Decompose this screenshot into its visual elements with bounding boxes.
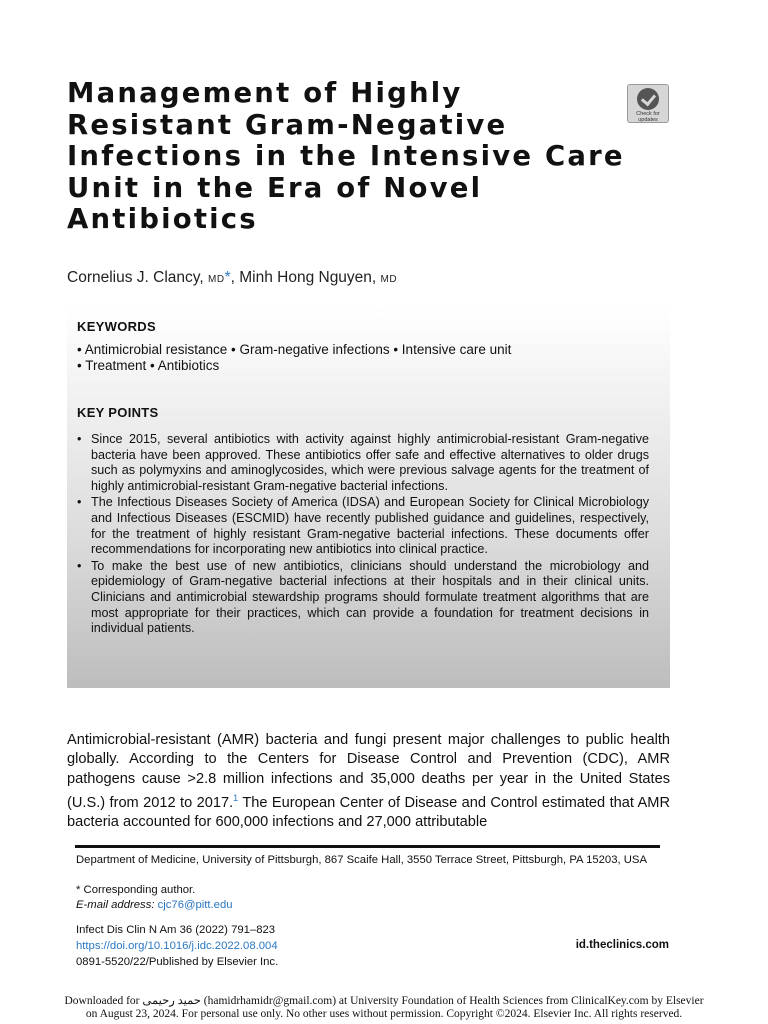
keywords-keypoints-box bbox=[67, 307, 670, 688]
keywords-heading: KEYWORDS bbox=[77, 319, 156, 334]
reference-link[interactable]: 1 bbox=[233, 792, 239, 803]
author-line bbox=[67, 269, 397, 287]
footnote-divider bbox=[75, 845, 660, 848]
journal-website[interactable]: id.theclinics.com bbox=[575, 939, 669, 951]
key-point-item: • The Infectious Diseases Society of America (IDSA) and European Society for Clinical Microbiology and Infectious Diseases (ESCMID) have recently published guidance and guidelines, respectively, for the treatment of highly resistant Gram-negative bacterial infections. These documents offer recommendations for incorporating new antibiotics into clinical practice. bbox=[77, 495, 649, 557]
badge-label: Check for updates bbox=[636, 111, 660, 123]
body-text: The European Center of Disease and Control estimated that AMR bacteria accounted for 600,000 infections and 27,000 attributable bbox=[67, 794, 670, 831]
doi-link[interactable]: https://doi.org/10.1016/j.idc.2022.08.004 bbox=[76, 940, 278, 952]
key-points-list bbox=[77, 432, 649, 638]
key-points-heading: KEY POINTS bbox=[77, 405, 159, 420]
email-line bbox=[76, 898, 233, 914]
check-updates-icon bbox=[637, 88, 659, 110]
issn-publisher: 0891-5520/22/Published by Elsevier Inc. bbox=[76, 956, 279, 968]
corresponding-author-mark[interactable]: * bbox=[224, 269, 231, 286]
key-point-item: • To make the best use of new antibiotics, clinicians should understand the microbiology and epidemiology of Gram-negative bacterial infections at their hospitals and in their clinical units. Clinicians and antimicrobial stewardship programs should formulate treatment algorithms that are most appropriate for their practices, which can provide a foundation for treatment decisions in individual patients. bbox=[77, 559, 649, 637]
download-notice-line: Downloaded for حمید رحیمی (hamidrhamidr@gmail.com) at University Foundation of Health Sciences from ClinicalKey.com by Elsevier bbox=[64, 995, 704, 1007]
body-paragraph bbox=[67, 731, 670, 832]
journal-citation: Infect Dis Clin N Am 36 (2022) 791–823 bbox=[76, 924, 276, 936]
body-text: Antimicrobial-resistant (AMR) bacteria and fungi present major challenges to public health globally. According to the Centers for Disease Control and Prevention (CDC), AMR pathogens cause >2.8 million infections and 35,000 deaths per year in the United States (U.S.) from 2012 to 2017. bbox=[67, 732, 670, 811]
key-point-item: • Since 2015, several antibiotics with activity against highly antimicrobial-resistant Gram-negative bacteria have been approved. These antibiotics offer safe and effective alternatives to older drugs such as polymyxins and aminoglycosides, which were previous salvage agents for the treatment of highly antimicrobial-resistant Gram-negative bacterial infections. bbox=[77, 432, 649, 494]
check-for-updates-badge[interactable] bbox=[627, 84, 669, 123]
author-degree: MD bbox=[380, 274, 398, 285]
email-label: E-mail address: bbox=[76, 899, 155, 911]
author-name: Cornelius J. Clancy, bbox=[67, 269, 204, 286]
author-separator: , bbox=[230, 269, 235, 286]
corresponding-author-note: * Corresponding author. bbox=[76, 884, 196, 896]
email-link[interactable]: cjc76@pitt.edu bbox=[157, 899, 233, 911]
author-degree: MD bbox=[208, 274, 225, 285]
download-notice bbox=[0, 995, 768, 1020]
article-title: Management of Highly Resistant Gram-Negative Infections in the Intensive Care Unit in the Era of Novel Antibiotics bbox=[67, 77, 625, 235]
author-name: Minh Hong Nguyen, bbox=[239, 269, 377, 286]
keywords-line: • Antimicrobial resistance • Gram-negative infections • Intensive care unit bbox=[77, 342, 512, 357]
keywords-line: • Treatment • Antibiotics bbox=[77, 358, 220, 373]
affiliation: Department of Medicine, University of Pittsburgh, 867 Scaife Hall, 3550 Terrace Street, Pittsburgh, PA 15203, USA bbox=[76, 854, 647, 866]
download-notice-line: on August 23, 2024. For personal use only. No other uses without permission. Copyright ©2024. Elsevier Inc. All rights reserved. bbox=[85, 1007, 683, 1020]
